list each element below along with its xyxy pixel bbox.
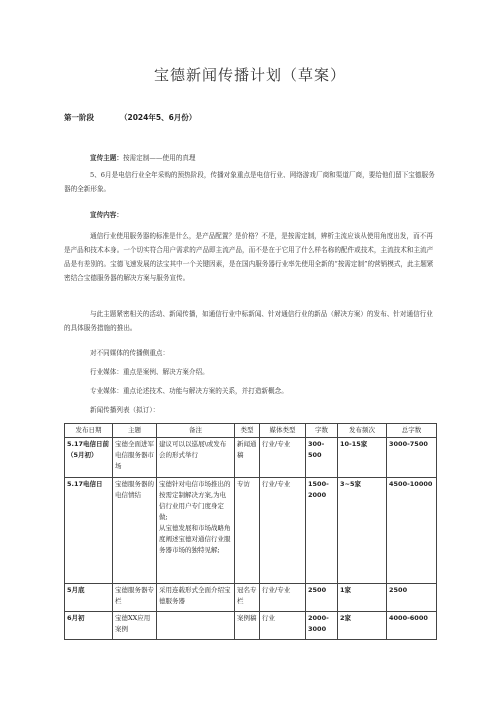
paragraph-activities: 与此主题紧密相关的活动、新闻传播，如通信行业中标新闻、针对通信行业的新品（解决方案）的发布、针对通信行业的具体服务措施的推出。 [64,310,433,332]
table-cell-note: 建议可以以巡展\或发布会的形式举行 [157,438,235,478]
table-cell-topic: 宝德全面进军电信服务器市场 [113,438,157,478]
paragraph-content: 通信行业使用服务器的标准是什么，是产品配置？是价格？不是，是按需定制，辨析主流应该从使用角度出发，而不再是产品和技术本身。一个切实符合用户需求的产品即主流产品，而不是在于它用了什么样名称的配件或技术，主流技术和主流产品是有差别的。宝德飞速发展的法宝其中一个关键因素，是在国内服务器行业率先使用全新的“按需定制”的营销模式，此主题紧密结合宝德服务器的解决方案与服务宣传。 [64,232,434,282]
table-cell-topic: 宝德服务器专栏 [113,584,157,612]
table-cell-total: 2500 [387,584,437,612]
stage-label: 第一阶段 [64,113,94,122]
table-cell-words: 2500 [306,584,338,612]
table-cell-type: 冠名专栏 [235,584,260,612]
table-cell-media: 行业/专业 [260,478,306,584]
document-title: 宝德新闻传播计划（草案） [153,66,346,84]
theme-line [90,151,435,165]
table-cell-media: 行业/专业 [260,584,306,612]
table-row [65,478,437,584]
theme-label: 宣传主题： [90,154,123,162]
table-row [65,438,437,478]
news-distribution-table [64,423,437,640]
table-cell-frequency: 3~5家 [338,478,387,584]
header-cell: 字数 [306,424,338,438]
header-cell: 总字数 [387,424,437,438]
table-cell-media: 行业 [260,612,306,640]
table-cell-total: 4500-10000 [387,478,437,584]
table-cell-note [157,612,235,640]
table-cell-topic: 宝德服务器的电信情结 [113,478,157,584]
table-cell-words: 300-500 [306,438,338,478]
table-header-row [65,424,437,438]
table-cell-date: 5.17电信日前（5月初） [65,438,113,478]
header-cell: 类型 [235,424,260,438]
table-cell-note: 采用连载形式全面介绍宝德服务器 [157,584,235,612]
table-cell-date: 6月初 [65,612,113,640]
content-label: 宣传内容： [90,211,123,219]
header-cell: 媒体类型 [260,424,306,438]
table-cell-words: 2000-3000 [306,612,338,640]
stage-period: （2024年5、6月份） [120,113,197,122]
header-cell: 发布频次 [338,424,387,438]
table-cell-frequency: 2家 [338,612,387,640]
media-focus-industry: 行业媒体：重点是案例、解决方案介绍。 [90,368,209,376]
table-cell-frequency: 10-15家 [338,438,387,478]
table-cell-date: 5.17电信日 [65,478,113,584]
stage-heading [64,112,196,123]
table-cell-date: 5月底 [65,584,113,612]
theme-value: 按需定制——使用的真理 [122,154,196,162]
table-cell-total: 4000-6000 [387,612,437,640]
table-cell-topic: 宝德XX应用案例 [113,612,157,640]
paragraph-campaign-period: 5、6月是电信行业全年采购的预热阶段，传播对象重点是电信行业、网络游戏厂商和渠道厂商，要给他们留下宝德服务器的全新形象。 [64,171,435,193]
table-row [65,584,437,612]
table-cell-frequency: 1家 [338,584,387,612]
media-focus-professional: 专业媒体：重点论述技术、功能与解决方案的关系，并打造新概念。 [90,387,288,395]
table-cell-type: 专访 [235,478,260,584]
table-caption: 新闻传播列表（拟订）： [90,406,160,414]
table-cell-type: 新闻通稿 [235,438,260,478]
header-cell: 备注 [157,424,235,438]
table-cell-total: 3000-7500 [387,438,437,478]
table-cell-media: 行业/专业 [260,438,306,478]
table-cell-words: 1500-2000 [306,478,338,584]
table-cell-note: 宝德针对电信市场推出的按需定制解决方案,为电信行业用户专门度身定做; 从宝德发展和市场战略角度阐述宝德对通信行业服务器市场的独特见解; [157,478,235,584]
header-cell: 主题 [113,424,157,438]
media-focus-intro: 对不同媒体的传播侧重点： [90,349,170,357]
table-cell-type: 案例稿 [235,612,260,640]
header-cell: 发布日期 [65,424,113,438]
table-row [65,612,437,640]
